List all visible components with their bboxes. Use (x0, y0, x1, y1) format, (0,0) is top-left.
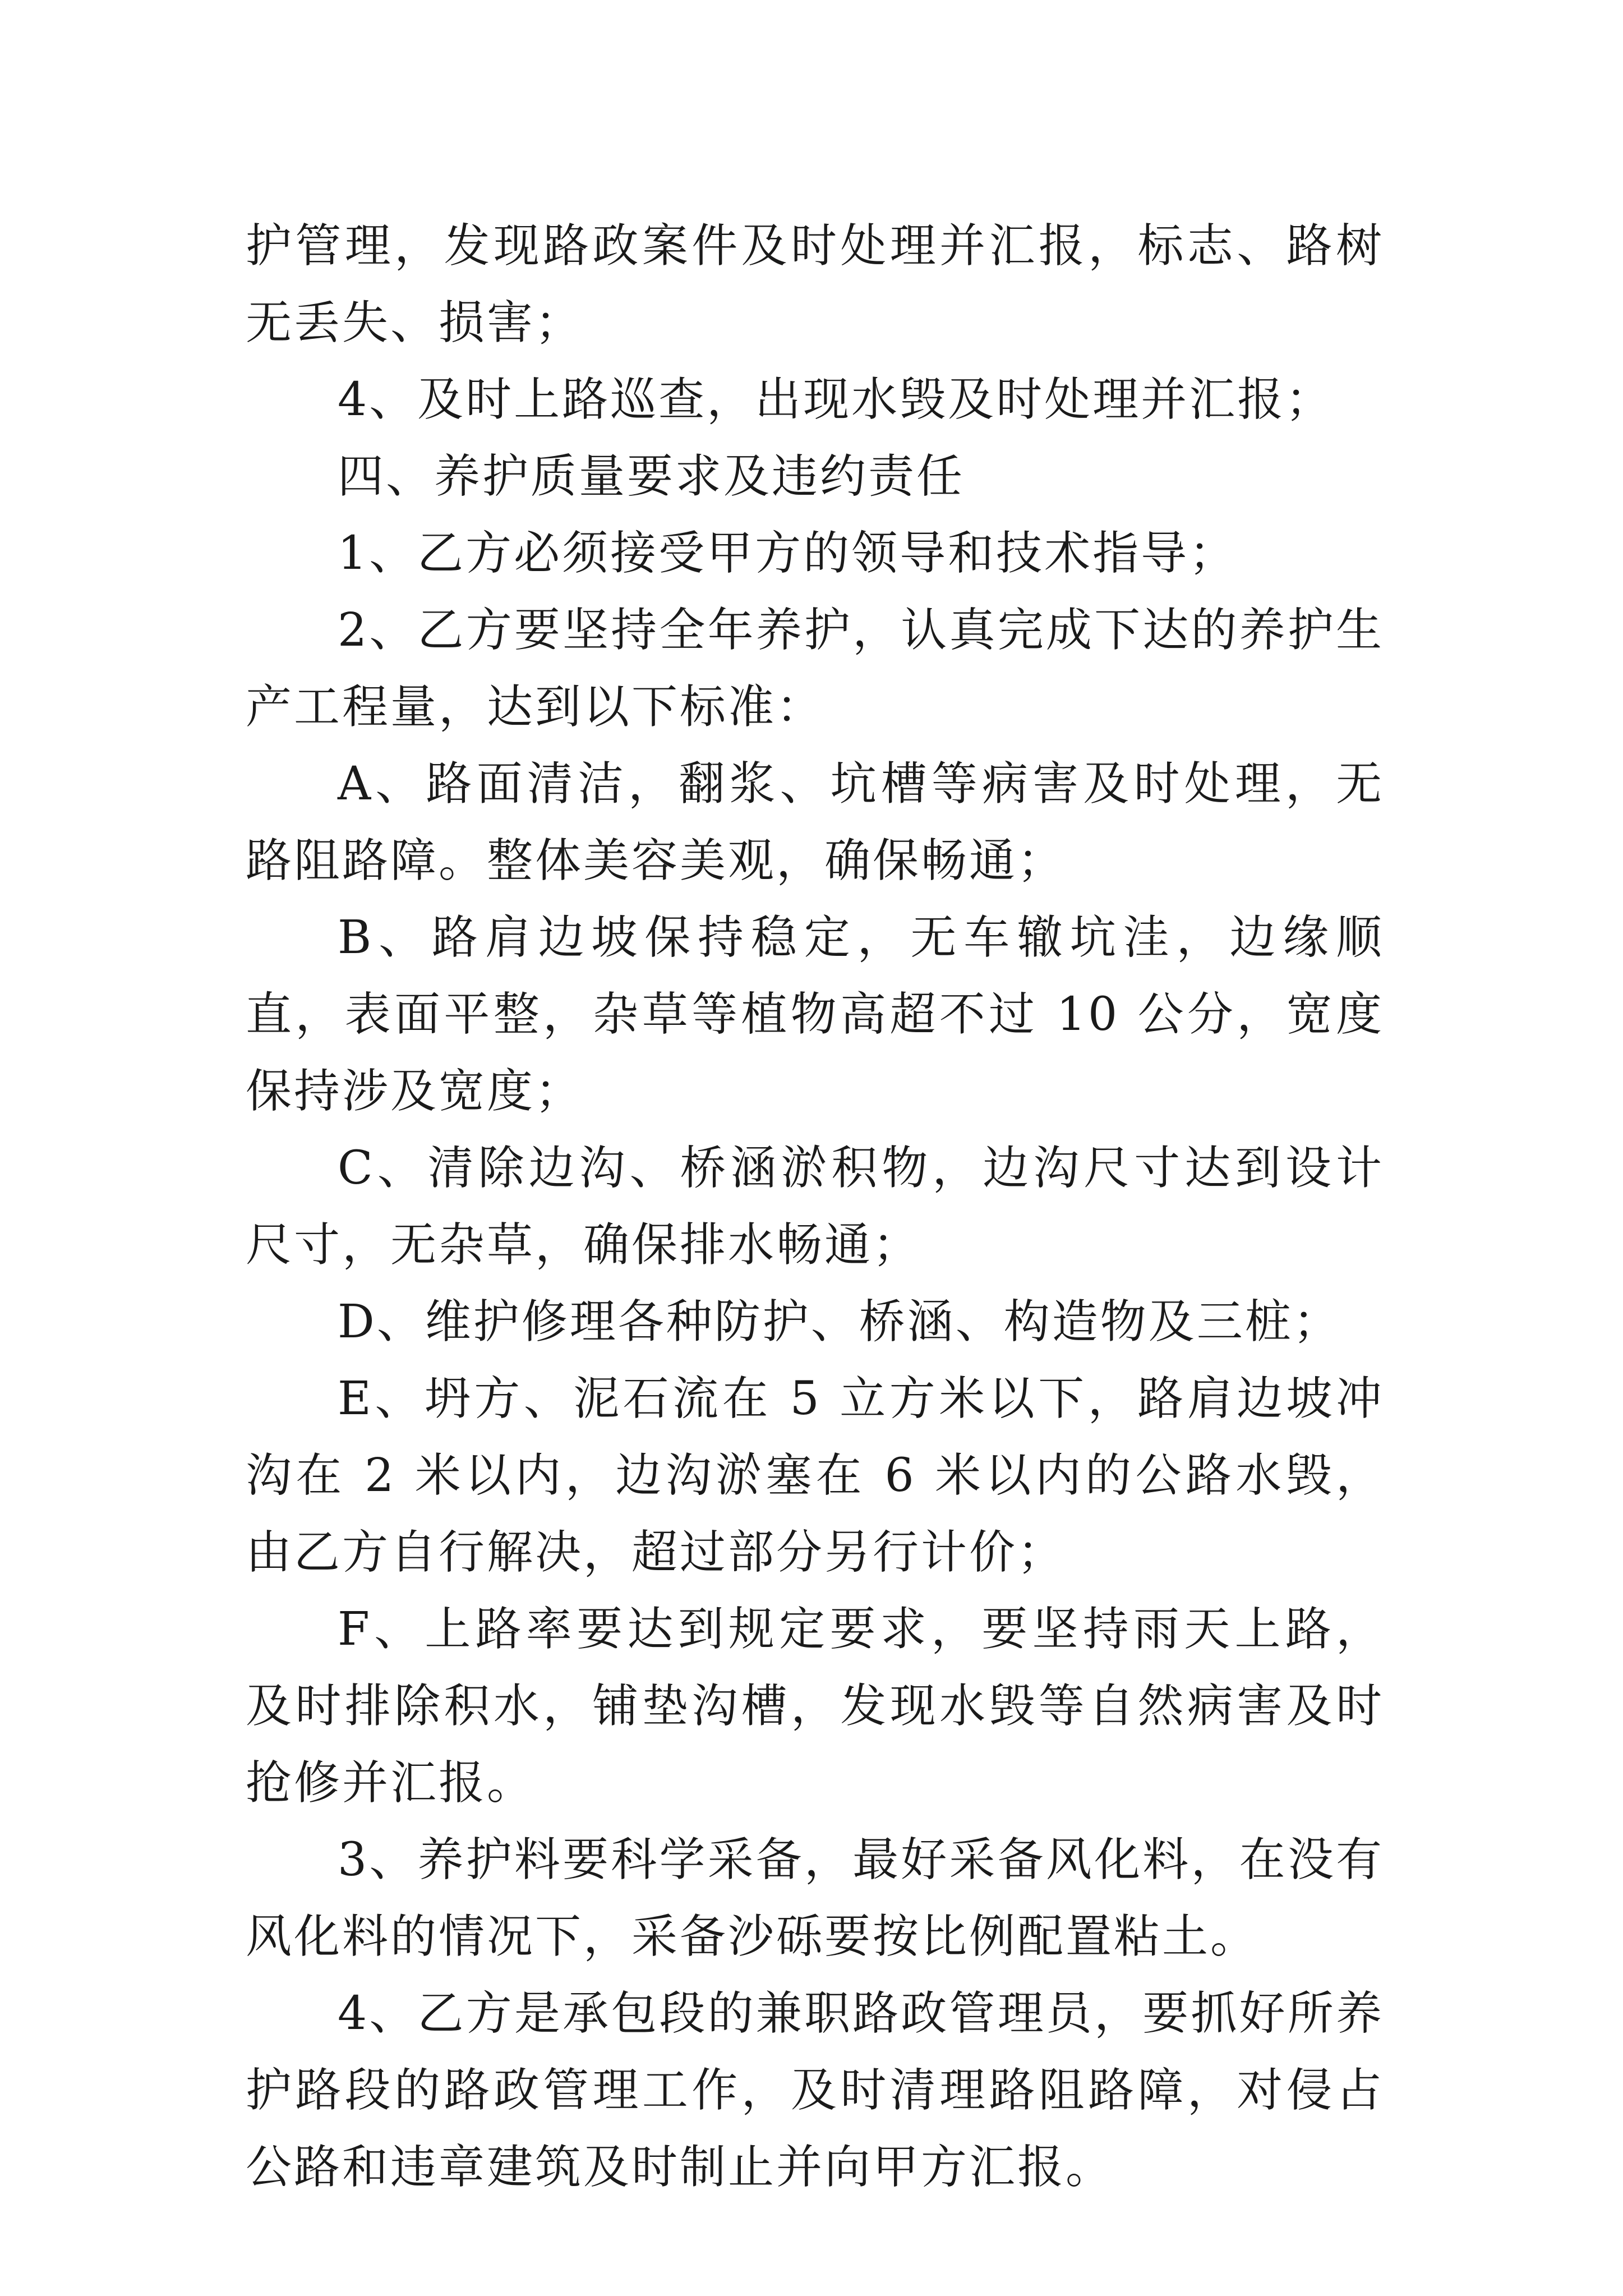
paragraph-item-b: B、路肩边坡保持稳定，无车辙坑洼，边缘顺直，表面平整，杂草等植物高超不过 10 公分，宽度保持涉及宽度； (246, 911, 1384, 1118)
document-body (246, 208, 1384, 2206)
paragraph-item-d: D、维护修理各种防护、桥涵、构造物及三桩； (338, 1295, 1341, 1349)
paragraph-continuation: 护管理，发现路政案件及时处理并汇报，标志、路树无丢失、损害； (246, 219, 1384, 349)
paragraph-item-3: 3、养护料要科学采备，最好采备风化料，在没有风化料的情况下，采备沙砾要按比例配置粘土。 (246, 1833, 1384, 1963)
paragraph-item-4-patrol: 4、及时上路巡查，出现水毁及时处理并汇报； (338, 373, 1334, 426)
paragraph-item-4-road-admin: 4、乙方是承包段的兼职路政管理员，要抓好所养护路段的路政管理工作，及时清理路阻路障，对侵占公路和违章建筑及时制止并向甲方汇报。 (246, 1987, 1384, 2194)
paragraph-item-1: 1、乙方必须接受甲方的领导和技术指导； (338, 527, 1238, 580)
paragraph-item-2: 2、乙方要坚持全年养护，认真完成下达的养护生产工程量，达到以下标准： (246, 604, 1384, 734)
paragraph-item-e: E、坍方、泥石流在 5 立方米以下，路肩边坡冲沟在 2 米以内，边沟淤塞在 6 米以内的公路水毁，由乙方自行解决，超过部分另行计价； (246, 1372, 1384, 1579)
section-heading-4: 四、养护质量要求及违约责任 (338, 450, 965, 503)
paragraph-item-c: C、清除边沟、桥涵淤积物，边沟尺寸达到设计尺寸，无杂草，确保排水畅通； (246, 1142, 1384, 1272)
paragraph-item-f: F、上路率要达到规定要求，要坚持雨天上路，及时排除积水，铺垫沟槽，发现水毁等自然病害及时抢修并汇报。 (246, 1603, 1384, 1810)
paragraph-item-a: A、路面清洁，翻浆、坑槽等病害及时处理，无路阻路障。整体美容美观，确保畅通； (246, 757, 1384, 887)
